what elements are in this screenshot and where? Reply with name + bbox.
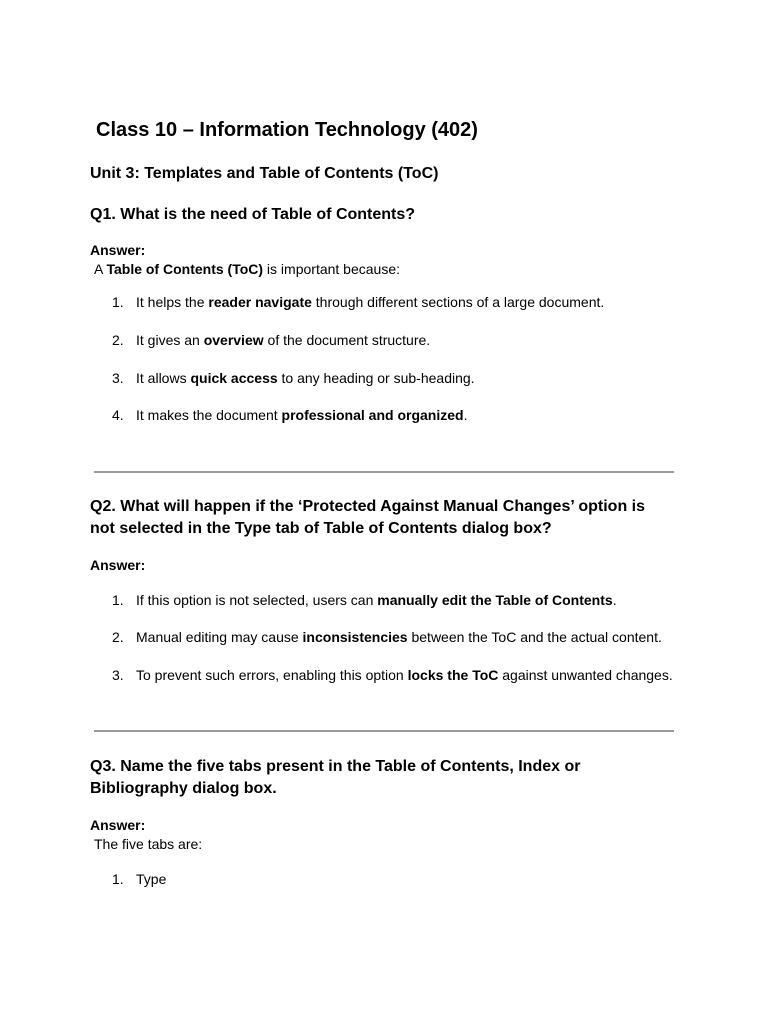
question-3-line-2: Bibliography dialog box. — [90, 780, 277, 797]
question-1: Q1. What is the need of Table of Contents? — [90, 206, 416, 223]
list-item: 3. It allows quick access to any heading or sub-heading. — [112, 370, 475, 386]
q1-answer-label: Answer: — [90, 242, 146, 258]
divider — [94, 471, 674, 473]
question-2-line-1: Q2. What will happen if the ‘Protected Against Manual Changes’ option is — [90, 498, 646, 515]
list-item: 2. Manual editing may cause inconsistencies between the ToC and the actual content. — [112, 629, 662, 645]
q1-intro: A Table of Contents (ToC) is important because: — [94, 261, 401, 277]
question-3-line-1: Q3. Name the five tabs present in the Table of Contents, Index or — [90, 758, 581, 775]
q3-answer-label: Answer: — [90, 817, 146, 833]
list-item: 1. Type — [112, 871, 167, 887]
unit-heading: Unit 3: Templates and Table of Contents (ToC) — [90, 165, 439, 182]
list-item: 3. To prevent such errors, enabling this option locks the ToC against unwanted changes. — [112, 667, 673, 683]
list-item: 4. It makes the document professional and organized. — [112, 407, 468, 423]
list-item: 1. It helps the reader navigate through different sections of a large document. — [112, 294, 605, 310]
list-item: 2. It gives an overview of the document structure. — [112, 332, 431, 348]
q2-answer-label: Answer: — [90, 557, 146, 573]
page-title: Class 10 – Information Technology (402) — [96, 119, 478, 141]
list-item: 1. If this option is not selected, users can manually edit the Table of Contents. — [112, 592, 617, 608]
question-2-line-2: not selected in the Type tab of Table of Contents dialog box? — [90, 520, 552, 537]
divider — [94, 730, 674, 732]
q3-intro: The five tabs are: — [94, 836, 203, 852]
